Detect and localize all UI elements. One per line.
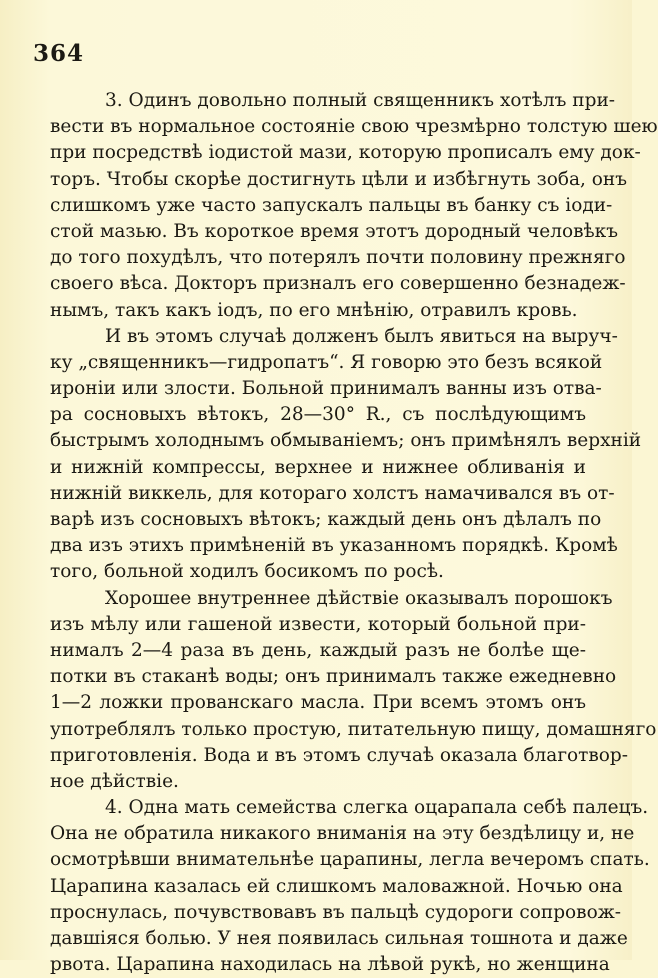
text-line: стой мазью. Въ короткое время этотъ дородный человѣкъ xyxy=(50,220,618,242)
text-line: Хорошее внутреннее дѣйствіе оказывалъ порошокъ xyxy=(105,587,613,609)
text-line: слишкомъ уже часто запускалъ пальцы въ банку съ іоди- xyxy=(50,194,613,216)
text-line: давшіяся болью. У нея появилась сильная тошнота и даже xyxy=(50,928,628,949)
text-line: ра сосновыхъ вѣтокъ, 28—30° R., съ послѣдующимъ xyxy=(50,404,586,426)
text-line: изъ мѣлу или гашеной извести, который больной при- xyxy=(50,613,586,635)
text-line: 1—2 ложки прованскаго масла. При всемъ этомъ онъ xyxy=(50,692,586,714)
text-line: проснулась, почувствовавъ въ пальцѣ судороги сопровож- xyxy=(50,901,621,923)
text-line: до того похудѣлъ, что потерялъ почти половину прежняго xyxy=(50,247,626,269)
text-line: того, больной ходилъ босикомъ по росѣ. xyxy=(50,561,444,583)
text-line: И въ этомъ случаѣ долженъ былъ явиться на выруч- xyxy=(105,325,618,347)
text-line: 3. Одинъ довольно полный священникъ хотѣлъ при- xyxy=(105,90,616,111)
text-line: нижній виккель, для котораго холстъ намачивался въ от- xyxy=(50,482,615,504)
text-line: два изъ этихъ примѣненій въ указанномъ порядкѣ. Кромѣ xyxy=(50,535,618,557)
text-line: нималъ 2—4 раза въ день, каждый разъ не болѣе ще- xyxy=(50,639,586,661)
text-line: Она не обратила никакого вниманія на эту бездѣлицу и, не xyxy=(50,823,635,845)
text-line: нымъ, такъ какъ іодъ, по его мнѣнію, отравилъ кровь. xyxy=(50,299,578,321)
text-line: осмотрѣвши внимательнѣе царапины, легла вечеромъ спать. xyxy=(50,849,650,871)
text-line: вести въ нормальное состояніе свою чрезмѣрно толстую шею xyxy=(50,116,658,138)
text-line: рвота. Царапина находилась на лѣвой рукѣ, но женщина xyxy=(50,954,610,976)
text-line: употреблялъ только простую, питательную пищу, домашняго xyxy=(50,718,657,740)
text-line: Царапина казалась ей слишкомъ маловажной. Ночью она xyxy=(50,875,623,897)
text-line: ку „священникъ—гидропатъ“. Я говорю это безъ всякой xyxy=(50,351,603,373)
text-line: своего вѣса. Докторъ призналъ его совершенно безнадеж- xyxy=(50,273,626,295)
text-line: 4. Одна мать семейства слегка оцарапала себѣ палецъ. xyxy=(105,797,649,819)
text-line: варѣ изъ сосновыхъ вѣтокъ; каждый день онъ дѣлалъ по xyxy=(50,509,602,530)
page-number: 364 xyxy=(33,40,85,67)
text-line: при посредствѣ іодистой мази, которую прописалъ ему док- xyxy=(50,142,641,164)
text-line: и нижній компрессы, верхнее и нижнее обливанія и xyxy=(50,456,586,478)
text-line: ироніи или злости. Больной принималъ ванны изъ отва- xyxy=(50,378,602,400)
text-line: быстрымъ холоднымъ обмываніемъ; онъ примѣнялъ верхній xyxy=(50,430,642,452)
body-text xyxy=(50,88,658,978)
text-line: ное дѣйствіе. xyxy=(50,770,179,792)
text-line: приготовленія. Вода и въ этомъ случаѣ оказала благотвор- xyxy=(50,744,629,766)
text-line: потки въ стаканѣ воды; онъ принималъ также ежедневно xyxy=(50,666,617,688)
text-line: торъ. Чтобы скорѣе достигнуть цѣли и избѣгнуть зоба, онъ xyxy=(50,168,628,190)
